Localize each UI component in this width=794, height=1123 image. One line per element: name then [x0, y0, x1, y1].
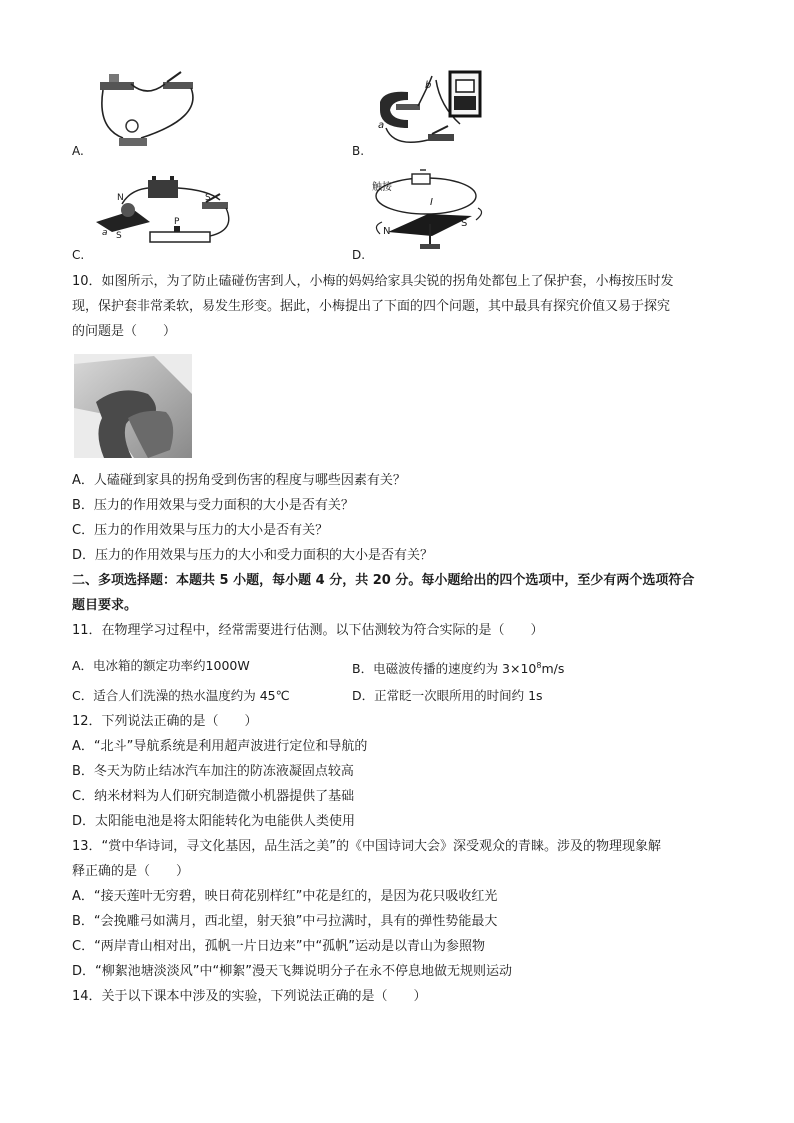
q10-stem-line2: 现，保护套非常柔软，易发生形变。据此，小梅提出了下面的四个问题，其中最具有探究价值又易于探究 [72, 299, 671, 314]
figure-c-label-s-bottom: S [116, 231, 122, 241]
section-2-header-line2: 题目要求。 [72, 598, 138, 613]
q13-stem-line2: 释正确的是（ ） [72, 864, 190, 879]
figure-c-label: C. [72, 248, 85, 262]
figure-d-label: D. [352, 248, 366, 262]
q13-option-d: D．“柳絮池塘淡淡风”中“柳絮”漫天飞舞说明分子在永不停息地做无规则运动 [72, 964, 512, 979]
figure-c-apparatus [90, 170, 240, 252]
section-2-header-line1: 二、多项选择题：本题共 5 小题，每小题 4 分，共 20 分。每小题给出的四个选项中，至少有两个选项符合 [72, 573, 695, 588]
figure-b-label-b: b [425, 80, 432, 91]
q10-option-a: A．人磕碰到家具的拐角受到伤害的程度与哪些因素有关？ [72, 473, 406, 488]
q12-option-c: C．纳米材料为人们研究制造微小机器提供了基础 [72, 789, 355, 804]
figure-c-label-a: a [102, 228, 108, 238]
q13-stem-line1: 13．“赏中华诗词，寻文化基因，品生活之美”的《中国诗词大会》深受观众的青睐。涉及的物理现象解 [72, 839, 662, 854]
q11-option-b [352, 657, 564, 678]
q11-option-b-exponent: 8 [536, 661, 542, 670]
q11-option-b-unit: m/s [541, 661, 565, 677]
q13-option-b: B．“会挽雕弓如满月，西北望，射天狼”中弓拉满时，具有的弹性势能最大 [72, 914, 498, 929]
figure-c-label-n: N [117, 193, 124, 203]
q12-option-d: D．太阳能电池是将太阳能转化为电能供人类使用 [72, 814, 356, 829]
figure-c-label-s-top: S [205, 193, 211, 203]
figure-b-apparatus [374, 66, 486, 150]
figure-d-label-n: N [383, 226, 391, 237]
figure-d-label-touch: 触接 [372, 182, 392, 193]
q10-option-d: D．压力的作用效果与压力的大小和受力面积的大小是否有关？ [72, 548, 434, 563]
q10-option-c: C．压力的作用效果与压力的大小是否有关？ [72, 523, 329, 538]
q11-option-c: C．适合人们洗澡的热水温度约为 45℃ [72, 688, 290, 703]
q12-stem: 12．下列说法正确的是（ ） [72, 714, 258, 729]
q14-stem: 14．关于以下课本中涉及的实验，下列说法正确的是（ ） [72, 989, 427, 1004]
q10-corner-guard-photo [74, 354, 192, 458]
figure-b-label: B. [352, 144, 365, 158]
figure-d-label-s: S [461, 218, 468, 229]
q11-option-d: D．正常眨一次眼所用的时间约 1s [352, 688, 543, 703]
q12-option-b: B．冬天为防止结冰汽车加注的防冻液凝固点较高 [72, 764, 354, 779]
q10-option-b: B．压力的作用效果与受力面积的大小是否有关？ [72, 498, 354, 513]
q11-option-a: A．电冰箱的额定功率约1000W [72, 658, 250, 673]
figure-d-label-current: I [430, 197, 433, 208]
figure-a-label: A. [72, 144, 84, 158]
q10-stem-line1: 10．如图所示，为了防止磕碰伤害到人，小梅的妈妈给家具尖锐的拐角处都包上了保护套，小梅按压时发 [72, 274, 674, 289]
figure-a-circuit [95, 68, 205, 150]
q12-option-a: A．“北斗”导航系统是利用超声波进行定位和导航的 [72, 739, 368, 754]
q10-stem-line3: 的问题是（ ） [72, 324, 177, 339]
figure-c-label-p: P [174, 217, 180, 227]
q11-option-b-text: B．电磁波传播的速度约为 3×10 [352, 661, 537, 677]
figure-b-label-a: a [378, 120, 385, 131]
q13-option-c: C．“两岸青山相对出，孤帆一片日边来”中“孤帆”运动是以青山为参照物 [72, 939, 486, 954]
q13-option-a: A．“接天莲叶无穷碧，映日荷花别样红”中花是红的，是因为花只吸收红光 [72, 889, 498, 904]
q11-stem: 11．在物理学习过程中，经常需要进行估测。以下估测较为符合实际的是（ ） [72, 623, 544, 638]
